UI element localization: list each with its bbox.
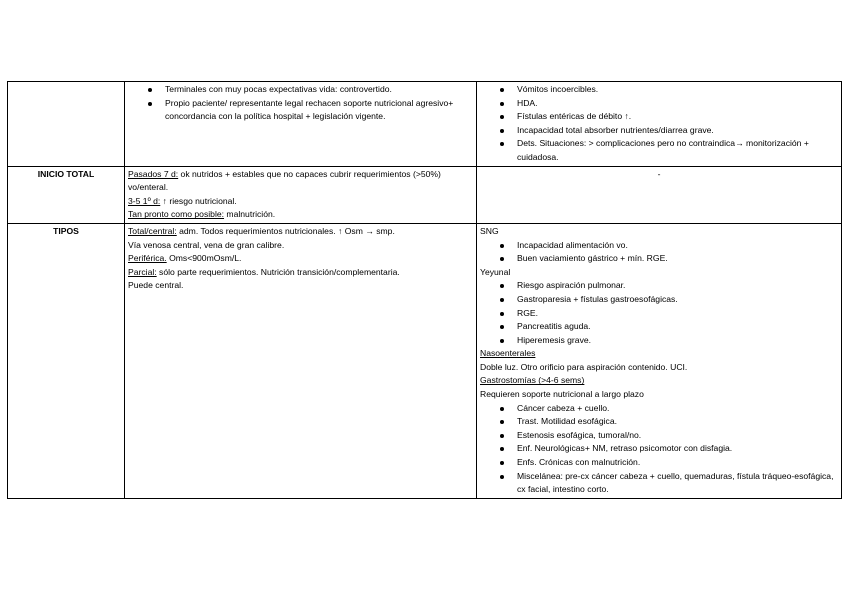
list-item: Terminales con muy pocas expectativas vida: controvertido. (128, 83, 473, 97)
list-item: RGE. (480, 307, 838, 321)
section-heading-nasoenterales: Nasoenterales (480, 348, 536, 359)
list-item: Cáncer cabeza + cuello. (480, 402, 838, 416)
list-item: Enfs. Crónicas con malnutrición. (480, 456, 838, 470)
list-item: Estenosis esofágica, tumoral/no. (480, 429, 838, 443)
list-item: Gastroparesia + fístulas gastroesofágicas. (480, 293, 838, 307)
list-item: Propio paciente/ representante legal rechacen soporte nutricional agresivo+ concordancia con la política hospital + legislación vigente. (128, 97, 473, 124)
list-item: Enf. Neurológicas+ NM, retraso psicomotor con disfagia. (480, 442, 838, 456)
row-label-inicio-total: INICIO TOTAL (8, 166, 125, 223)
list-item: Incapacidad alimentación vo. (480, 239, 838, 253)
timing-line: 3-5 1º d: ↑ riesgo nutricional. (128, 195, 237, 206)
list-item: Fístulas entéricas de débito ↑. (480, 110, 838, 124)
list-item: Hiperemesis grave. (480, 334, 838, 348)
list-item: Dets. Situaciones: > complicaciones pero no contraindica→ monitorización + cuidadosa. (480, 137, 838, 164)
gastrostomias-list (480, 402, 838, 497)
type-line: Parcial: sólo parte requerimientos. Nutrición transición/complementaria. (128, 266, 400, 277)
type-line: Vía venosa central, vena de gran calibre. (128, 239, 285, 250)
inicio-total-cell (125, 166, 477, 223)
list-item: Buen vaciamiento gástrico + mín. RGE. (480, 252, 838, 266)
type-line: Puede central. (128, 280, 184, 291)
label-cell-empty (8, 82, 125, 167)
tipos-middle-cell (125, 223, 477, 498)
list-item: Pancreatitis aguda. (480, 320, 838, 334)
type-line: Periférica. Oms<900mOsm/L. (128, 253, 242, 264)
list-item: Miscelánea: pre-cx cáncer cabeza + cuello, quemaduras, fístula tráqueo-esofágica, cx facial, intestino corto. (480, 470, 838, 497)
yeyunal-list (480, 279, 838, 347)
contraindications-middle-cell (125, 82, 477, 167)
gastrostomias-text: Requieren soporte nutricional a largo plazo (480, 389, 644, 400)
table-row-inicio-total (8, 166, 842, 223)
section-heading-yeyunal: Yeyunal (480, 266, 511, 277)
tipos-right-cell (477, 223, 842, 498)
row-label-tipos: TIPOS (8, 223, 125, 498)
contraindications-right-list (480, 83, 838, 165)
contraindications-list (128, 83, 473, 124)
notes-table (7, 81, 842, 499)
list-item: Vómitos incoercibles. (480, 83, 838, 97)
timing-line: Tan pronto como posible: malnutrición. (128, 209, 276, 220)
list-item: HDA. (480, 97, 838, 111)
section-heading-gastrostomias: Gastrostomías (>4-6 sems) (480, 375, 585, 386)
timing-line: Pasados 7 d: ok nutridos + estables que no capaces cubrir requerimientos (>50%) vo/enteral. (128, 168, 441, 193)
inicio-total-right-cell: - (477, 166, 842, 223)
section-heading-sng: SNG (480, 225, 499, 236)
type-line: Total/central: adm. Todos requerimientos nutricionales. ↑ Osm → smp. (128, 225, 395, 236)
table-row-tipos (8, 223, 842, 498)
contraindications-right-cell (477, 82, 842, 167)
list-item: Riesgo aspiración pulmonar. (480, 279, 838, 293)
nasoenterales-text: Doble luz. Otro orificio para aspiración contenido. UCI. (480, 361, 688, 372)
list-item: Incapacidad total absorber nutrientes/diarrea grave. (480, 124, 838, 138)
list-item: Trast. Motilidad esofágica. (480, 415, 838, 429)
sng-list (480, 239, 838, 266)
table-row-contraindications (8, 82, 842, 167)
